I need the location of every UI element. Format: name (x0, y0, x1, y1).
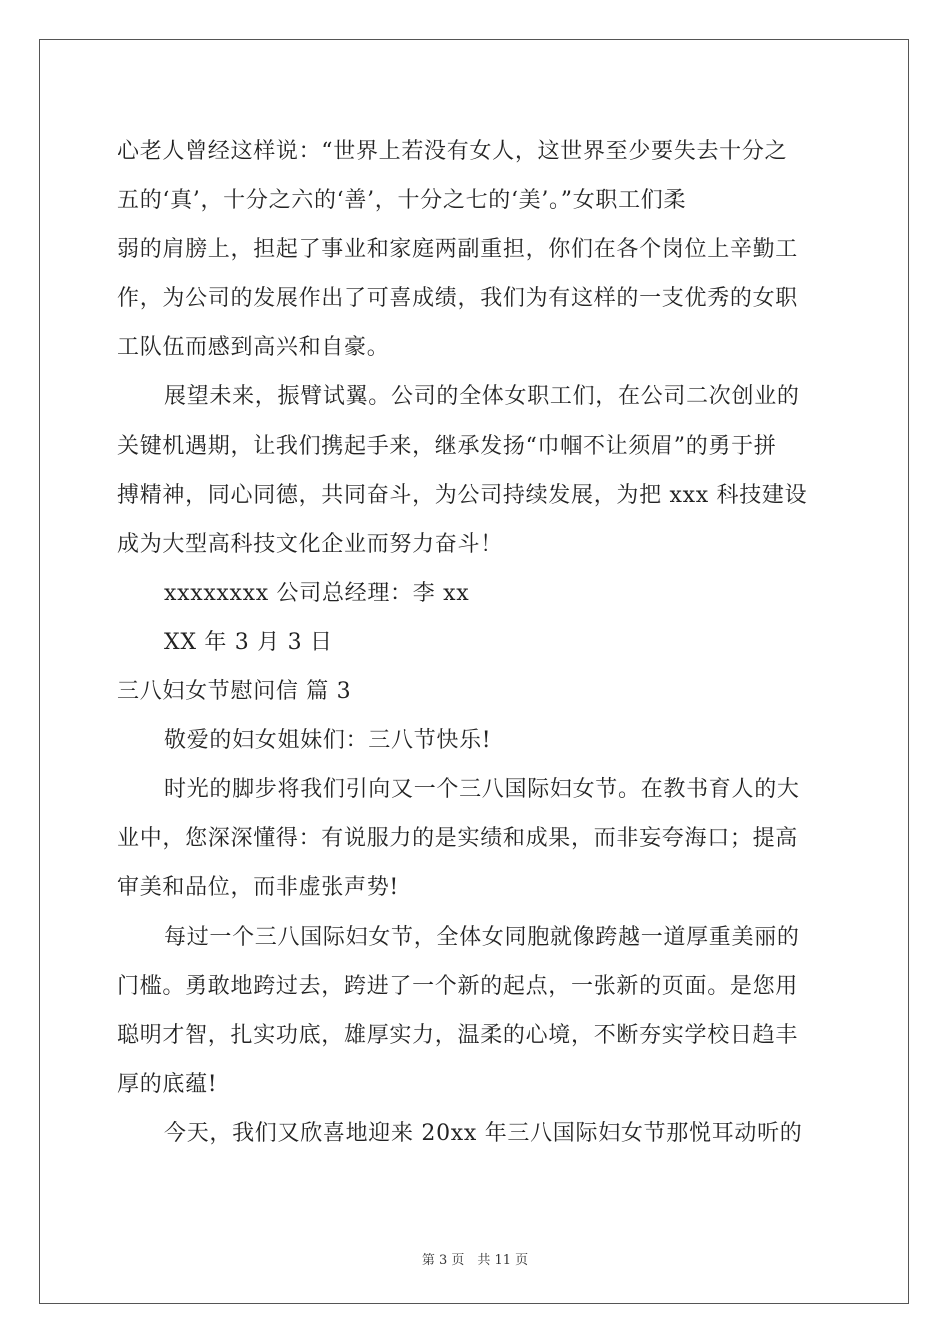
text-line: 厚的底蕴! (117, 1071, 218, 1097)
text-line: 关键机遇期，让我们携起手来，继承发扬“巾帼不让须眉”的勇于拼 (117, 433, 777, 459)
text-line: 展望未来，振臂试翼。公司的全体女职工们，在公司二次创业的 (164, 384, 800, 410)
text-line: 五的‘真’，十分之六的‘善’，十分之七的‘美’。”女职工们柔 (117, 188, 687, 214)
text-line: 心老人曾经这样说：“世界上若没有女人，这世界至少要失去十分之 (117, 139, 788, 164)
text-line: XX 年 3 月 3 日 (164, 629, 333, 655)
text-line: 敬爱的妇女姐妹们：三八节快乐! (164, 728, 492, 754)
text-line: 成为大型高科技文化企业而努力奋斗！ (117, 531, 503, 557)
page-footer: 第 3 页 共 11 页 (421, 1253, 529, 1268)
text-line: xxxxxxxx 公司总经理：李 xx (164, 580, 470, 606)
text-line: 审美和品位，而非虚张声势! (117, 875, 399, 901)
text-line: 聪明才智，扎实功底，雄厚实力，温柔的心境，不断夯实学校日趋丰 (117, 1022, 799, 1048)
text-line: 业中，您深深懂得：有说服力的是实绩和成果，而非妄夸海口；提高 (117, 826, 799, 852)
text-line: 搏精神，同心同德，共同奋斗，为公司持续发展，为把 xxx 科技建设 (117, 482, 808, 508)
text-line: 作，为公司的发展作出了可喜成绩，我们为有这样的一支优秀的女职 (117, 286, 799, 312)
text-line: 每过一个三八国际妇女节，全体女同胞就像跨越一道厚重美丽的 (164, 924, 800, 950)
text-line: 三八妇女节慰问信 篇 3 (117, 679, 352, 705)
text-line: 时光的脚步将我们引向又一个三八国际妇女节。在教书育人的大 (164, 777, 800, 803)
text-line: 门槛。勇敢地跨过去，跨进了一个新的起点，一张新的页面。是您用 (117, 973, 799, 999)
text-line: 今天，我们又欣喜地迎来 20xx 年三八国际妇女节那悦耳动听的 (164, 1120, 803, 1146)
text-line: 工队伍而感到高兴和自豪。 (117, 335, 390, 361)
text-line: 弱的肩膀上，担起了事业和家庭两副重担，你们在各个岗位上辛勤工 (117, 237, 799, 263)
document-body (117, 127, 835, 1158)
